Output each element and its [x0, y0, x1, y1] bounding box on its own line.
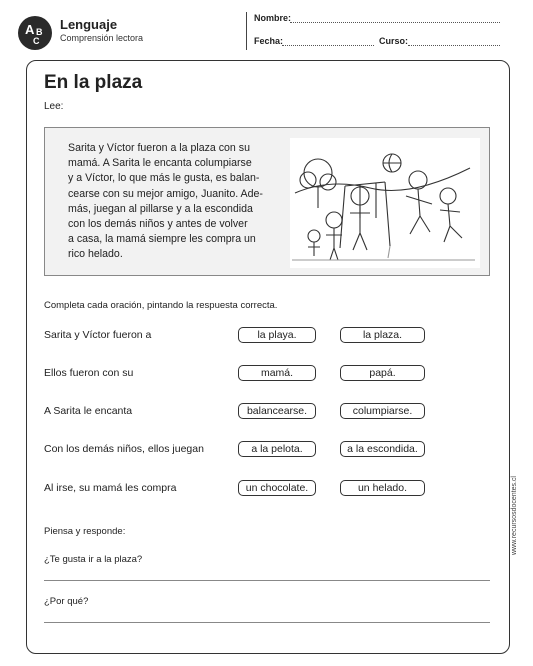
option-columpiarse[interactable]: columpiarse.	[340, 403, 425, 419]
website-credit: www.recursosdocentes.cl	[511, 476, 518, 555]
question-1: Sarita y Víctor fueron a	[44, 329, 152, 341]
answer-line-1[interactable]	[44, 580, 490, 581]
logo-letter-b: B	[36, 27, 43, 37]
option-a-la-escondida[interactable]: a la escondida.	[340, 441, 425, 457]
page-title: En la plaza	[44, 72, 143, 93]
reading-passage	[68, 141, 273, 263]
passage-line: y a Víctor, lo que más le gusta, es balan-	[68, 172, 260, 185]
course-label: Curso:	[379, 36, 408, 46]
answer-line-2[interactable]	[44, 622, 490, 623]
passage-line: Sarita y Víctor fueron a la plaza con su	[68, 142, 250, 154]
date-label: Fecha:	[254, 36, 284, 46]
open-question-2: ¿Por qué?	[44, 596, 89, 607]
logo-letter-a: A	[25, 22, 35, 37]
read-label: Lee:	[44, 101, 64, 112]
option-papa[interactable]: papá.	[340, 365, 425, 381]
question-4: Con los demás niños, ellos juegan	[44, 443, 204, 455]
date-field[interactable]	[282, 45, 374, 46]
subject-title: Lenguaje	[60, 17, 118, 32]
passage-line: con los demás niños y antes de volver	[68, 218, 248, 231]
abc-logo	[18, 16, 52, 50]
option-un-chocolate[interactable]: un chocolate.	[238, 480, 316, 496]
passage-line: a casa, la mamá siempre les compra un	[68, 233, 256, 246]
logo-letter-c: C	[33, 36, 40, 46]
open-question-1: ¿Te gusta ir a la plaza?	[44, 554, 143, 565]
option-balancearse[interactable]: balancearse.	[238, 403, 316, 419]
passage-line: cearse con su mejor amigo, Juanito. Ade-	[68, 187, 263, 200]
name-field[interactable]	[290, 22, 500, 23]
course-field[interactable]	[408, 45, 500, 46]
question-2: Ellos fueron con su	[44, 367, 134, 379]
subject-subtitle: Comprensión lectora	[60, 33, 144, 43]
option-un-helado[interactable]: un helado.	[340, 480, 425, 496]
question-5: Al irse, su mamá les compra	[44, 482, 177, 494]
option-mama[interactable]: mamá.	[238, 365, 316, 381]
option-la-playa[interactable]: la playa.	[238, 327, 316, 343]
option-la-plaza[interactable]: la plaza.	[340, 327, 425, 343]
header-divider	[246, 12, 247, 50]
passage-line: rico helado.	[68, 248, 123, 261]
playground-illustration	[290, 138, 480, 268]
name-label: Nombre:	[254, 13, 292, 23]
passage-line: más, juegan al pillarse y a la escondida	[68, 202, 253, 215]
question-3: A Sarita le encanta	[44, 405, 133, 417]
think-label: Piensa y responde:	[44, 526, 126, 537]
option-a-la-pelota[interactable]: a la pelota.	[238, 441, 316, 457]
passage-line: mamá. A Sarita le encanta columpiarse	[68, 157, 252, 170]
instruction-text: Completa cada oración, pintando la respuesta correcta.	[44, 300, 278, 311]
